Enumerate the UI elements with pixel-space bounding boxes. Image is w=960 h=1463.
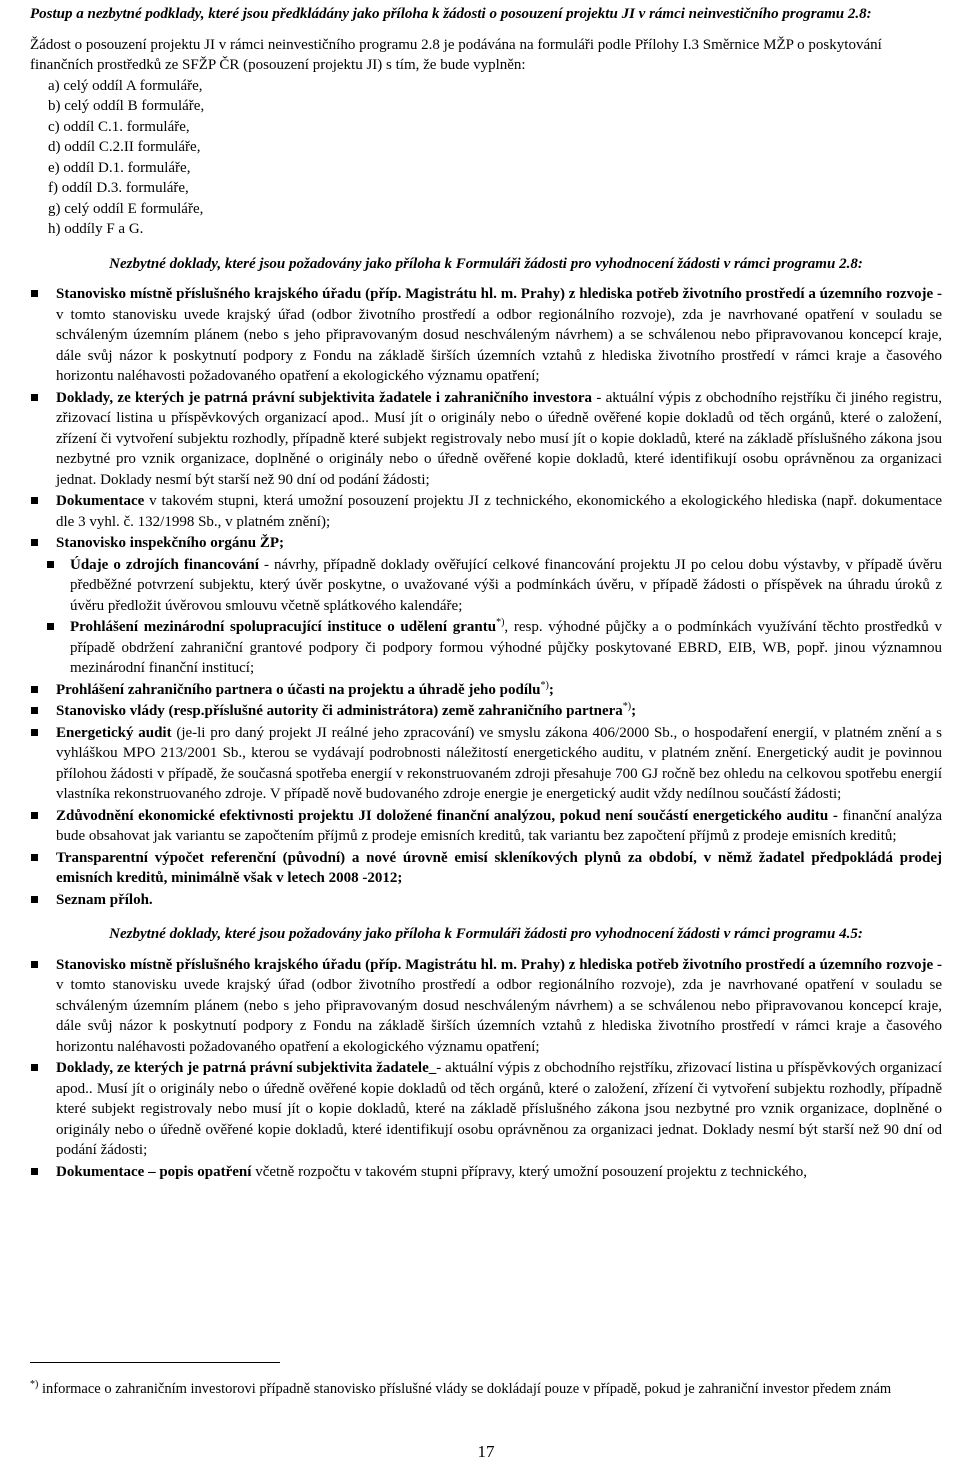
item-bold-text: Stanovisko místně příslušného krajského úřadu (příp. Magistrátu hl. m. Prahy) z hlediska potřeb životního prostředí a územního rozvoje - xyxy=(56,956,942,973)
item-bold-text: Dokumentace – popis opatření xyxy=(56,1163,252,1180)
footnote-reference: *) xyxy=(622,701,632,712)
intro-paragraph: Žádost o posouzení projektu JI v rámci neinvestičního programu 2.8 je podávána na formuláři podle Přílohy I.3 Směrnice MŽP o poskytování finančních prostředků ze SFŽP ČR (posouzení projektu JI) s tím, že bude vyplněn: xyxy=(30,36,882,73)
item-bold-text: Prohlášení mezinárodní spolupracující instituce o udělení grantu xyxy=(70,619,497,635)
form-part-item: g) celý oddíl E formuláře, xyxy=(48,200,204,217)
item-bold-text: Transparentní výpočet referenční (původní) a nové úrovně emisí skleníkových plynů za období, v němž žadatel předpokládá prodej emisních kreditů, minimálně však v letech 2008 -2012; xyxy=(56,849,942,886)
item-text: v takovém stupni, která umožní posouzení projektu JI z technického, ekonomického a ekologického hlediska (např. dokumentace dle 3 vyhl. č. 132/1998 Sb., v platném znění); xyxy=(56,493,942,530)
page-number: 17 xyxy=(477,1442,495,1461)
section-45-title: Nezbytné doklady, které jsou požadovány jako příloha k Formuláři žádosti pro vyhodnocení žádosti v rámci programu 4.5: xyxy=(109,926,863,942)
bullet-item xyxy=(30,284,942,387)
form-parts-list xyxy=(30,76,942,240)
item-bold-text: Stanovisko inspekčního orgánu ŽP; xyxy=(56,535,284,551)
form-part-item: f) oddíl D.3. formuláře, xyxy=(48,180,189,196)
form-part-item: a) celý oddíl A formuláře, xyxy=(48,77,203,94)
item-text: v tomto stanovisku uvede krajský úřad (odbor životního prostředí a odbor regionálního rozvoje), zda je navrhované opatření v souladu se schváleným územním plánem (nebo s jeho připravovaným dosud neschváleným návrhem) a se schválenou nebo připravovanou koncepcí kraje, dále svůj názor k poskytnutí podpory z Fondu na základě širších územních vztahů z hlediska životního prostředí v rámci kraje a časového horizontu naléhavosti požadovaného opatření a ekologického významu opatření; xyxy=(56,977,942,1055)
item-bold-text: Doklady, ze kterých je patrná právní subjektivita žadatele i zahraničního investora xyxy=(56,389,593,406)
item-text: finanční analýza bude obsahovat jak variantu se započtením příjmů z prodeje emisních kreditů, tak variantu bez započtení příjmů z prodeje emisních kreditů; xyxy=(56,807,942,844)
bullet-item xyxy=(30,680,942,701)
form-part-item: b) celý oddíl B formuláře, xyxy=(48,98,205,114)
footnote-text: informace o zahraničním investorovi případně stanovisko příslušné vlády se dokládají pouze v případě, pokud je zahraniční investor předem znám xyxy=(38,1381,892,1397)
bullet-item xyxy=(30,1058,942,1161)
bullet-item xyxy=(30,491,942,532)
bullet-item xyxy=(30,388,942,491)
item-bold-text: Stanovisko místně příslušného krajského úřadu (příp. Magistrátu hl. m. Prahy) z hlediska potřeb životního prostředí a územního rozvoje - xyxy=(56,286,942,302)
item-bold-text: Stanovisko vlády (resp.příslušné autority či administrátora) země zahraničního partnera xyxy=(56,703,623,719)
item-bold-text: Dokumentace xyxy=(56,493,145,509)
bullet-item xyxy=(30,806,942,847)
item-bold-text: Doklady, ze kterých je patrná právní subjektivita žadatele_ xyxy=(56,1060,437,1076)
footnote-reference: *) xyxy=(496,617,505,628)
bullet-item xyxy=(30,890,942,911)
item-text: - návrhy, případně doklady ověřující celkové financování projektu JI po celou dobu výstavby, v případě úvěru předběžné potvrzení subjektu, který úvěr poskytne, o uvažované výši a podmínkách úvěru, v případě žádosti o příspěvek na úhradu úroků z úvěru předložit úvěrovou smlouvu včetně splátkového kalendáře; xyxy=(70,556,942,614)
footnote-mark: *) xyxy=(30,1379,39,1391)
form-part-item: h) oddíly F a G. xyxy=(48,221,144,237)
section-28-indented-list xyxy=(30,555,942,679)
page-heading: Postup a nezbytné podklady, které jsou předkládány jako příloha k žádosti o posouzení projektu JI v rámci neinvestičního programu 2.8: xyxy=(30,6,872,22)
footnote-reference: *) xyxy=(540,679,549,691)
item-text: v tomto stanovisku uvede krajský úřad (odbor životního prostředí a odbor regionálního rozvoje), zda je navrhované opatření v souladu se schváleným územním plánem (nebo s jeho připravovaným dosud neschváleným návrhem) a se schválenou nebo připravovanou koncepcí kraje, dále svůj názor k poskytnutí podpory z Fondu na základě širších územních vztahů z hlediska životního prostředí v rámci kraje a časového horizontu naléhavosti požadovaného opatření a ekologického významu opatření; xyxy=(56,306,942,384)
item-text: (je-li pro daný projekt JI reálné jeho zpracování) ve smyslu zákona 406/2000 Sb., o hospodaření energií, v platném znění a s vyhláškou MPO 213/2001 Sb., kterou se vydávají podrobnosti náležitostí energetického auditu, v platném znění. Energetický audit je povinnou přílohou žádosti v případě, že současná spotřeba energií v rekonstruovaném zdroji přesahuje 700 GJ ročně bez ohledu na celkovou spotřebu energií vlastníka rekonstruovaného zdroje. V případě nově budovaného zdroje energie je energetický audit vždy nedílnou součástí žádosti; xyxy=(56,724,942,802)
form-part-item: e) oddíl D.1. formuláře, xyxy=(48,159,191,176)
form-part-item: d) oddíl C.2.II formuláře, xyxy=(48,139,201,155)
bullet-item xyxy=(30,723,942,805)
section-28-title: Nezbytné doklady, které jsou požadovány jako příloha k Formuláři žádosti pro vyhodnocení žádosti v rámci programu 2.8: xyxy=(109,255,863,272)
item-bold-text: Seznam příloh. xyxy=(56,891,153,908)
item-bold-text: Energetický audit xyxy=(56,724,172,741)
bullet-item xyxy=(30,1162,942,1183)
item-text: - aktuální výpis z obchodního rejstříku, zřizovací listina u příspěvkových organizací apod.. Musí jít o originály nebo o úředně ověřené kopie dokladů od těch orgánů, které o založení, zřízení či vytvoření subjektu rozhodly, případně které subjekt registrovaly nebo musí jít o kopie dokladů, které na základě příslušného zákona jsou nezbytné pro vznik organizace, doplněné o originály nebo o úředně ověřené kopie dokladů, které identifikují osobu oprávněnou za organizaci jednat. Doklady nesmí být starší než 90 dní od podání žádosti; xyxy=(56,1060,942,1158)
item-bold-text: Prohlášení zahraničního partnera o účasti na projektu a úhradě jeho podílu xyxy=(56,681,541,698)
footnote xyxy=(30,1380,950,1399)
form-part-item: c) oddíl C.1. formuláře, xyxy=(48,118,190,135)
item-bold-text: Zdůvodnění ekonomické efektivnosti projektu JI doložené finanční analýzou, pokud není součástí energetického auditu - xyxy=(56,807,838,824)
section-45-list xyxy=(30,955,942,1183)
item-text: , resp. výhodné půjčky a o podmínkách využívání těchto prostředků v případě obdržení zahraniční grantové podpory či podpory formou výhodné půjčky poskytované EBRD, EIB, WB, popř. jinou významnou mezinárodní finanční institucí xyxy=(70,619,942,676)
bullet-item xyxy=(30,617,942,679)
footnote-separator xyxy=(30,1362,280,1363)
item-bold-text: Údaje o zdrojích financování xyxy=(70,556,259,573)
item-text: včetně rozpočtu v takovém stupni přípravy, který umožní posouzení projektu z technického, xyxy=(251,1163,807,1180)
item-bold-tail: ; xyxy=(631,703,637,719)
bullet-item xyxy=(30,555,942,617)
bullet-item xyxy=(30,955,942,1058)
item-bold-tail: ; xyxy=(548,681,554,698)
section-28-list-continued xyxy=(30,680,942,911)
document-page xyxy=(30,0,942,1461)
item-tail: ; xyxy=(249,660,255,676)
bullet-item xyxy=(30,533,942,554)
bullet-item xyxy=(30,848,942,889)
item-text: - aktuální výpis z obchodního rejstříku či jiného registru, zřizovací listina u příspěvkových organizací apod.. Musí jít o originály nebo o úředně ověřené kopie dokladů od těch orgánů, které o založení, zřízení či vytvoření subjektu rozhodly, případně které subjekt registrovaly nebo musí jít o kopie dokladů, které na základě příslušného zákona jsou nezbytné pro vznik organizace, doplněné o originály nebo o úředně ověřené kopie dokladů, které identifikují osobu oprávněnou za organizaci jednat. Doklady nesmí být starší než 90 dní od podání žádosti; xyxy=(56,389,942,488)
section-28-list xyxy=(30,284,942,554)
bullet-item xyxy=(30,701,942,722)
